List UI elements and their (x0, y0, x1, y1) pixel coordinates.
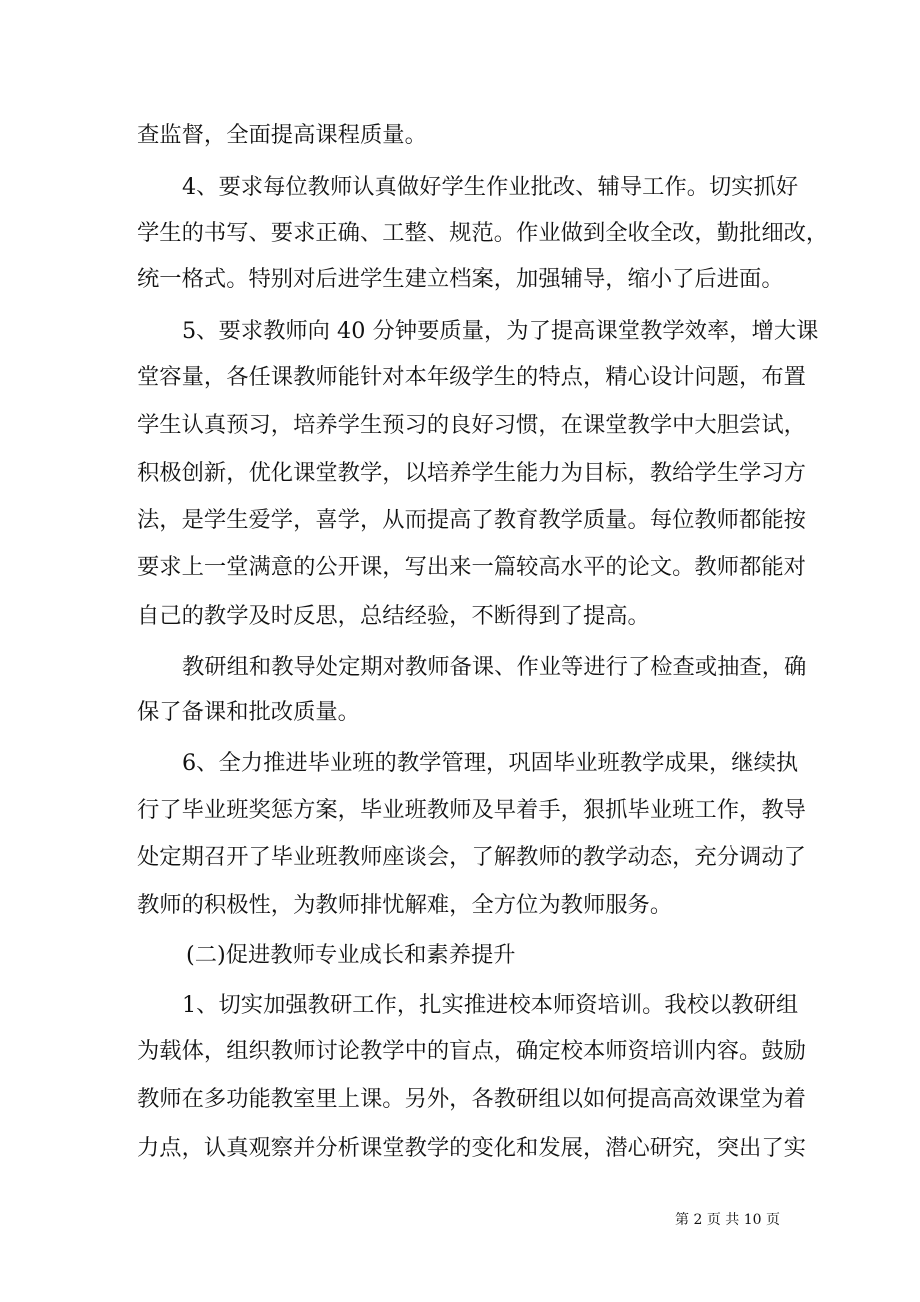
text-line: 统一格式。特别对后进学生建立档案，加强辅导，缩小了后进面。 (137, 266, 784, 292)
text-line: 教师在多功能教室里上课。另外，各教研组以如何提高高效课堂为着 (137, 1086, 806, 1112)
text-line: 为载体，组织教师讨论教学中的盲点，确定校本师资培训内容。鼓励 (137, 1038, 806, 1064)
text-line: 自己的教学及时反思，总结经验，不断得到了提高。 (137, 603, 650, 629)
text-line: 教师的积极性，为教师排忧解难，全方位为教师服务。 (137, 892, 673, 918)
text-line: 教研组和教导处定期对教师备课、作业等进行了检查或抽查，确 (182, 654, 807, 680)
text-line: 6、全力推进毕业班的教学管理，巩固毕业班教学成果，继续执 (182, 750, 799, 776)
page-number: 第 2 页 共 10 页 (675, 1212, 780, 1228)
text-line: 法，是学生爱学，喜学，从而提高了教育教学质量。每位教师都能按 (137, 507, 806, 533)
text-line: 要求上一堂满意的公开课，写出来一篇较高水平的论文。教师都能对 (137, 554, 806, 580)
text-line: 堂容量，各任课教师能针对本年级学生的特点，精心设计问题，布置 (137, 364, 806, 390)
text-line: 保了备课和批改质量。 (137, 699, 360, 725)
text-line: 5、要求教师向 40 分钟要质量，为了提高课堂教学效率，增大课 (182, 318, 819, 344)
text-line: 查监督，全面提高课程质量。 (137, 122, 427, 148)
text-line: 1、切实加强教研工作，扎实推进校本师资培训。我校以教研组 (182, 992, 799, 1018)
text-line: 力点，认真观察并分析课堂教学的变化和发展，潜心研究，突出了实 (137, 1135, 806, 1161)
text-line: 学生认真预习，培养学生预习的良好习惯，在课堂教学中大胆尝试， (137, 412, 806, 438)
text-line: 积极创新，优化课堂教学，以培养学生能力为目标，教给学生学习方 (137, 460, 806, 486)
text-line: 4、要求每位教师认真做好学生作业批改、辅导工作。切实抓好 (182, 174, 799, 200)
text-line: 行了毕业班奖惩方案，毕业班教师及早着手，狠抓毕业班工作，教导 (137, 797, 806, 823)
section-heading: (二)促进教师专业成长和素养提升 (186, 942, 516, 968)
text-line: 处定期召开了毕业班教师座谈会，了解教师的教学动态，充分调动了 (137, 844, 806, 870)
text-line: 学生的书写、要求正确、工整、规范。作业做到全收全改，勤批细改， (137, 220, 829, 246)
